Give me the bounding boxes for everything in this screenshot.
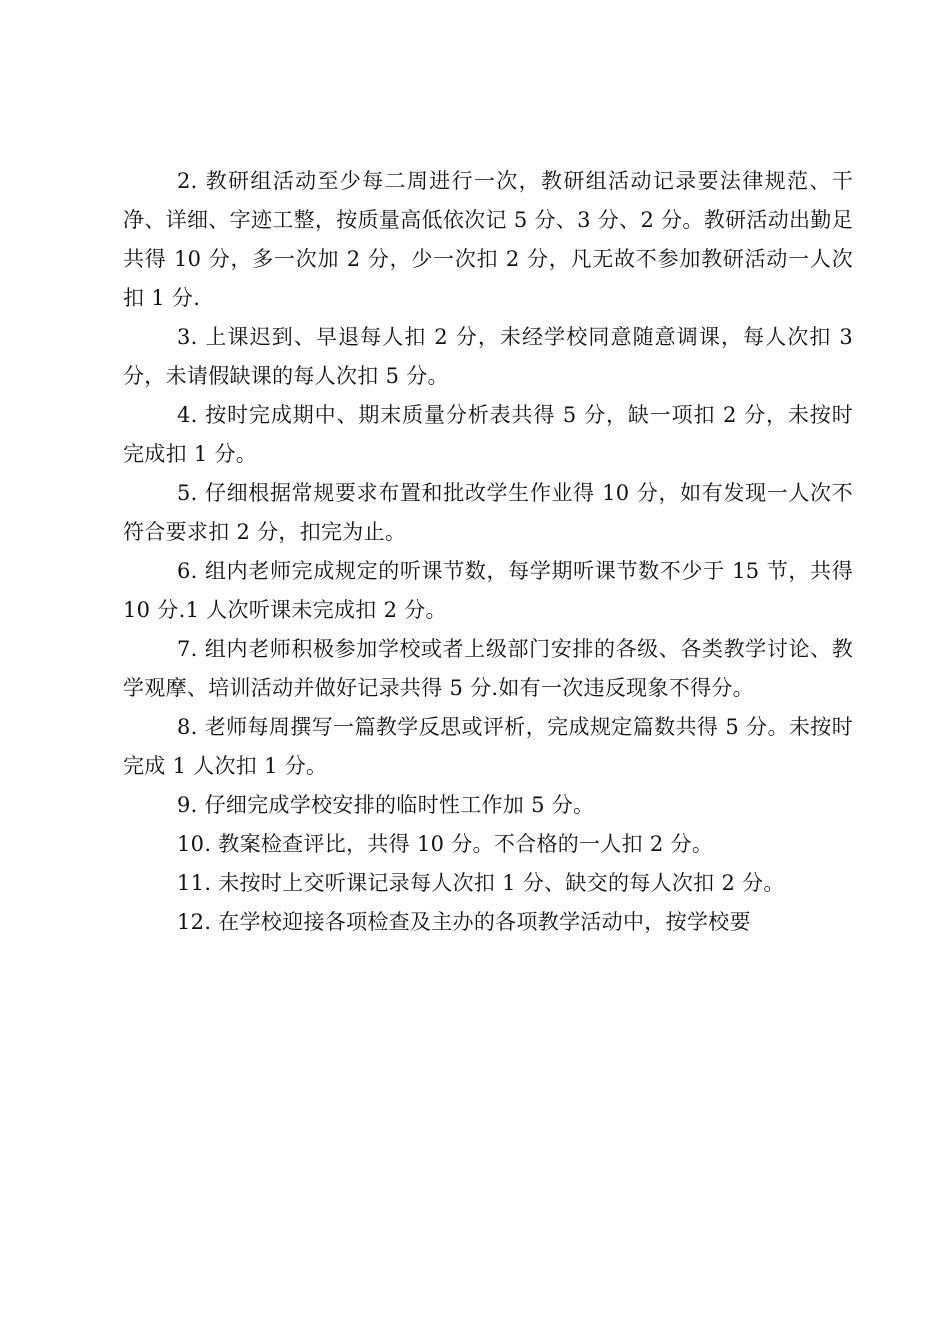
rule-paragraph-3: 3. 上课迟到、早退每人扣 2 分，未经学校同意随意调课，每人次扣 3 分，未请假缺课的每人次扣 5 分。	[123, 325, 853, 388]
rule-paragraph-7: 7. 组内老师积极参加学校或者上级部门安排的各级、各类教学讨论、教学观摩、培训活动并做好记录共得 5 分.如有一次违反现象不得分。	[123, 637, 853, 700]
rule-paragraph-2: 2. 教研组活动至少每二周进行一次，教研组活动记录要法律规范、干净、详细、字迹工整，按质量高低依次记 5 分、3 分、2 分。教研活动出勤足共得 10 分，多一次加 2 分，少一次扣 2 分，凡无故不参加教研活动一人次扣 1 分.	[123, 169, 853, 310]
rule-paragraph-4: 4. 按时完成期中、期末质量分析表共得 5 分，缺一项扣 2 分，未按时完成扣 1 分。	[123, 403, 853, 466]
rule-paragraph-5: 5. 仔细根据常规要求布置和批改学生作业得 10 分，如有发现一人次不符合要求扣 2 分，扣完为止。	[123, 481, 853, 544]
rule-paragraph-11: 11. 未按时上交听课记录每人次扣 1 分、缺交的每人次扣 2 分。	[177, 871, 785, 895]
rule-paragraph-12: 12. 在学校迎接各项检查及主办的各项教学活动中，按学校要	[177, 910, 751, 934]
rule-paragraph-8: 8. 老师每周撰写一篇教学反思或评析，完成规定篇数共得 5 分。未按时完成 1 人次扣 1 分。	[123, 715, 853, 778]
rule-paragraph-10: 10. 教案检查评比，共得 10 分。不合格的一人扣 2 分。	[177, 832, 714, 856]
rule-paragraph-6: 6. 组内老师完成规定的听课节数，每学期听课节数不少于 15 节，共得 10 分.1 人次听课未完成扣 2 分。	[123, 559, 853, 622]
rule-paragraph-9: 9. 仔细完成学校安排的临时性工作加 5 分。	[177, 793, 595, 817]
document-body	[123, 162, 853, 942]
